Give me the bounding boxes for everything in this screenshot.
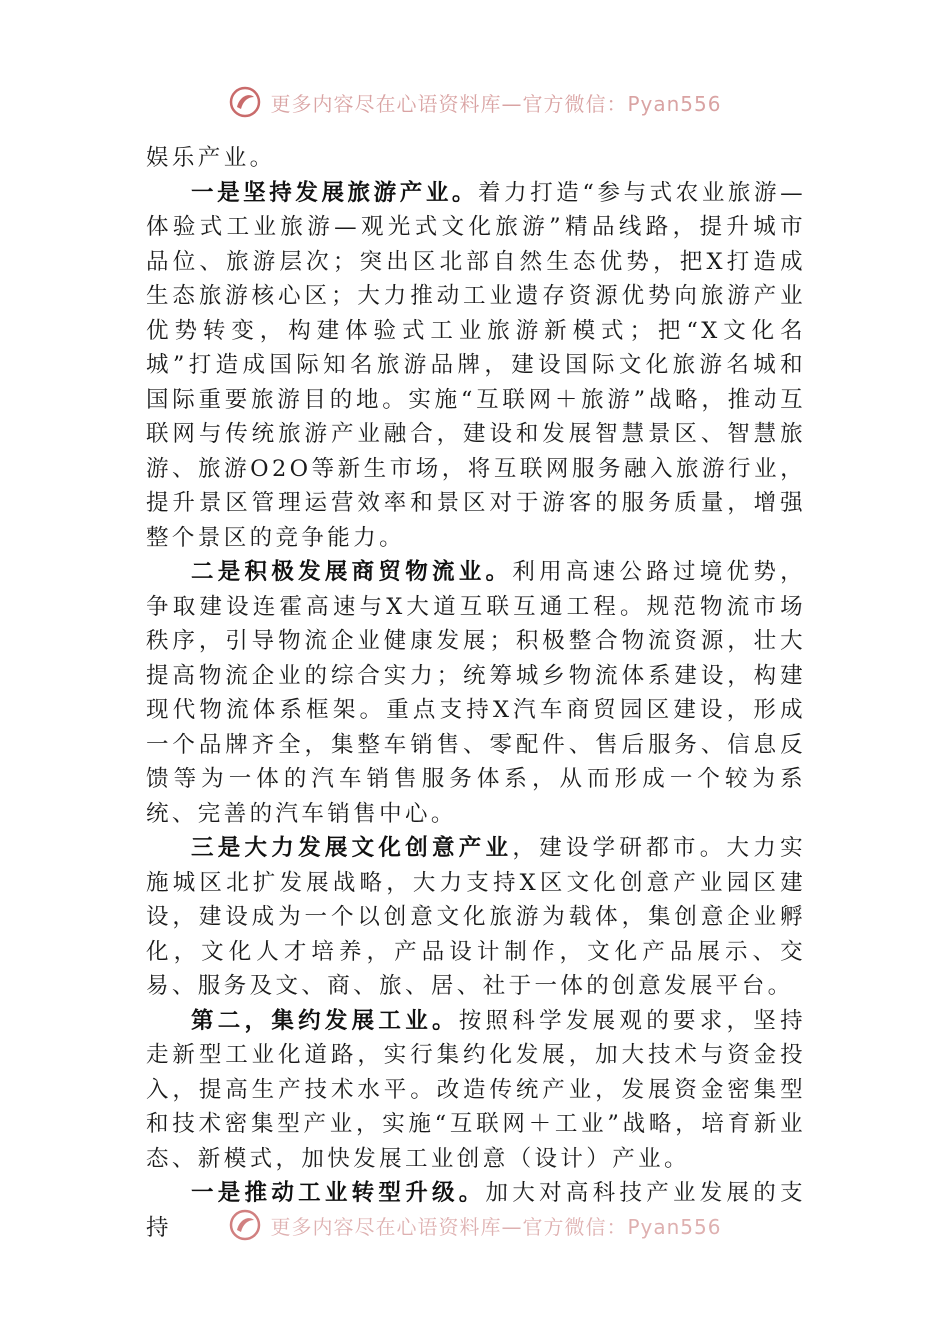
paragraph-lead: 第二，集约发展工业。	[191, 1007, 459, 1034]
watermark-footer	[0, 1205, 950, 1245]
watermark-logo-icon	[228, 85, 262, 119]
paragraph-lead: 三是大力发展文化创意产业	[191, 835, 513, 861]
document-body	[146, 141, 806, 1245]
watermark-text: 更多内容尽在心语资料库—官方微信：Pyan556	[270, 1214, 722, 1239]
paragraph	[146, 141, 806, 176]
paragraph-lead: 二是积极发展商贸物流业。	[191, 559, 513, 585]
paragraph-lead: 一是推动工业转型升级。	[191, 1180, 486, 1206]
paragraph-text: 按照科学发展观的要求，坚持走新型工业化道路，实行集约化发展，加大技术与资金投入，提高生产技术水平。改造传统产业，发展资金密集型和技术密集型产业，实施“互联网＋工业”战略，培育新业态、新模式，加快发展工业创意（设计）产业。	[146, 1007, 806, 1172]
watermark-logo-icon	[228, 1208, 262, 1242]
paragraph-text: 着力打造“参与式农业旅游—体验式工业旅游—观光式文化旅游”精品线路，提升城市品位、旅游层次；突出区北部自然生态优势，把X打造成生态旅游核心区；大力推动工业遗存资源优势向旅游产业优势转变，构建体验式工业旅游新模式；把“X文化名城”打造成国际知名旅游品牌，建设国际文化旅游名城和国际重要旅游目的地。实施“互联网＋旅游”战略，推动互联网与传统旅游产业融合，建设和发展智慧景区、智慧旅游、旅游O2O等新生市场，将互联网服务融入旅游行业，提升景区管理运营效率和景区对于游客的服务质量，增强整个景区的竞争能力。	[146, 179, 807, 551]
paragraph-text: 利用高速公路过境优势，争取建设连霍高速与X大道互联互通工程。规范物流市场秩序，引导物流企业健康发展；积极整合物流资源，壮大提高物流企业的综合实力；统筹城乡物流体系建设，构建现代物流体系框架。重点支持X汽车商贸园区建设，形成一个品牌齐全，集整车销售、零配件、售后服务、信息反馈等为一体的汽车销售服务体系，从而形成一个较为系统、完善的汽车销售中心。	[146, 559, 806, 827]
paragraph-text: ，建设学研都市。大力实施城区北扩发展战略，大力支持X区文化创意产业园区建设，建设成为一个以创意文化旅游为载体，集创意企业孵化，文化人才培养，产品设计制作，文化产品展示、交易、服务及文、商、旅、居、社于一体的创意发展平台。	[146, 835, 806, 999]
paragraph-lead: 一是坚持发展旅游产业。	[191, 179, 479, 206]
paragraph	[146, 831, 806, 1004]
watermark-text: 更多内容尽在心语资料库—官方微信：Pyan556	[270, 91, 722, 116]
paragraph	[146, 555, 806, 831]
paragraph	[146, 1004, 806, 1177]
watermark-header	[0, 82, 950, 122]
paragraph	[146, 176, 806, 556]
paragraph-text: 加大对高科技产业发展的支持	[146, 1180, 806, 1241]
paragraph-text: 娱乐产业。	[146, 145, 276, 171]
